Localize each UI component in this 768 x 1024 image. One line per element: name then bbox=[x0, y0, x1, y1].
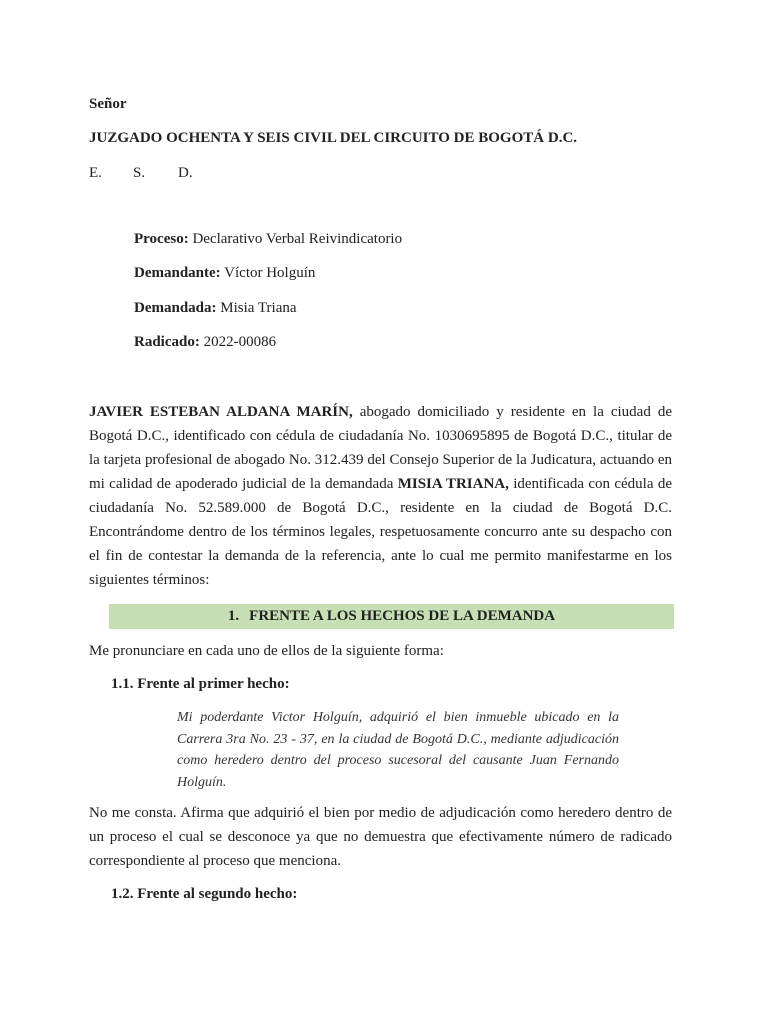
fact1-response: No me consta. Afirma que adquirió el bien por medio de adjudicación como heredero dentro de un proceso el cual se desconoce ya que no demuestra que efectivamente número de radicado correspondiente al proceso que menciona. bbox=[89, 805, 672, 869]
fact1-heading: 1.1. Frente al primer hecho: bbox=[111, 676, 290, 692]
fact2-heading: 1.2. Frente al segundo hecho: bbox=[111, 886, 298, 902]
case-docket-label: Radicado: bbox=[134, 334, 200, 350]
case-plaintiff bbox=[134, 265, 315, 282]
attorney-name: JAVIER ESTEBAN ALDANA MARÍN, bbox=[89, 404, 353, 420]
case-process bbox=[134, 231, 402, 248]
esd-s: S. bbox=[133, 165, 146, 181]
case-plaintiff-label: Demandante: bbox=[134, 265, 221, 281]
pronouncement-text: Me pronunciare en cada uno de ellos de la siguiente forma: bbox=[89, 643, 444, 659]
case-defendant-value: Misia Triana bbox=[220, 300, 297, 316]
intro-paragraph bbox=[89, 400, 672, 592]
intro-text-1: abogado domiciliado y residente en la ciudad de Bogotá D.C., identificado con cédula de ciudadanía No. 1030695895 de Bogotá D.C., titular de la tarjeta profesional de abogado No. 312.439 del Consejo Superior de la Judicatura, actuando en mi calidad de apoderado judicial de la demandada bbox=[89, 404, 673, 492]
esd-e: E. bbox=[89, 165, 102, 181]
court-name: JUZGADO OCHENTA Y SEIS CIVIL DEL CIRCUITO DE BOGOTÁ D.C. bbox=[89, 130, 578, 146]
case-process-value: Declarativo Verbal Reivindicatorio bbox=[192, 231, 403, 247]
salutation: Señor bbox=[89, 96, 127, 112]
intro-text-2: identificada con cédula de ciudadanía No. 52.589.000 de Bogotá D.C., residente en la ciudad de Bogotá D.C. Encontrándome dentro de los términos legales, respetuosamente concurro ante su despacho con el fin de contestar la demanda de la referencia, ante lo cual me permito manifestarme en los siguientes términos: bbox=[89, 476, 672, 588]
section-heading-facts bbox=[109, 604, 674, 629]
case-defendant bbox=[134, 300, 297, 317]
defendant-name: MISIA TRIANA, bbox=[397, 476, 509, 492]
esd-line bbox=[89, 163, 289, 183]
section-number: 1. bbox=[227, 608, 240, 624]
esd-d: D. bbox=[178, 165, 193, 181]
case-defendant-label: Demandada: bbox=[134, 300, 217, 316]
section-title: FRENTE A LOS HECHOS DE LA DEMANDA bbox=[249, 608, 556, 624]
case-docket bbox=[134, 334, 276, 351]
case-plaintiff-value: Víctor Holguín bbox=[224, 265, 316, 281]
case-process-label: Proceso: bbox=[134, 231, 189, 247]
case-docket-value: 2022-00086 bbox=[203, 334, 277, 350]
fact1-quote: Mi poderdante Victor Holguín, adquirió el bien inmueble ubicado en la Carrera 3ra No. 23 - 37, en la ciudad de Bogotá D.C., mediante adjudicación como heredero dentro del proceso sucesoral del causante Juan Fernando Holguín. bbox=[177, 710, 619, 790]
